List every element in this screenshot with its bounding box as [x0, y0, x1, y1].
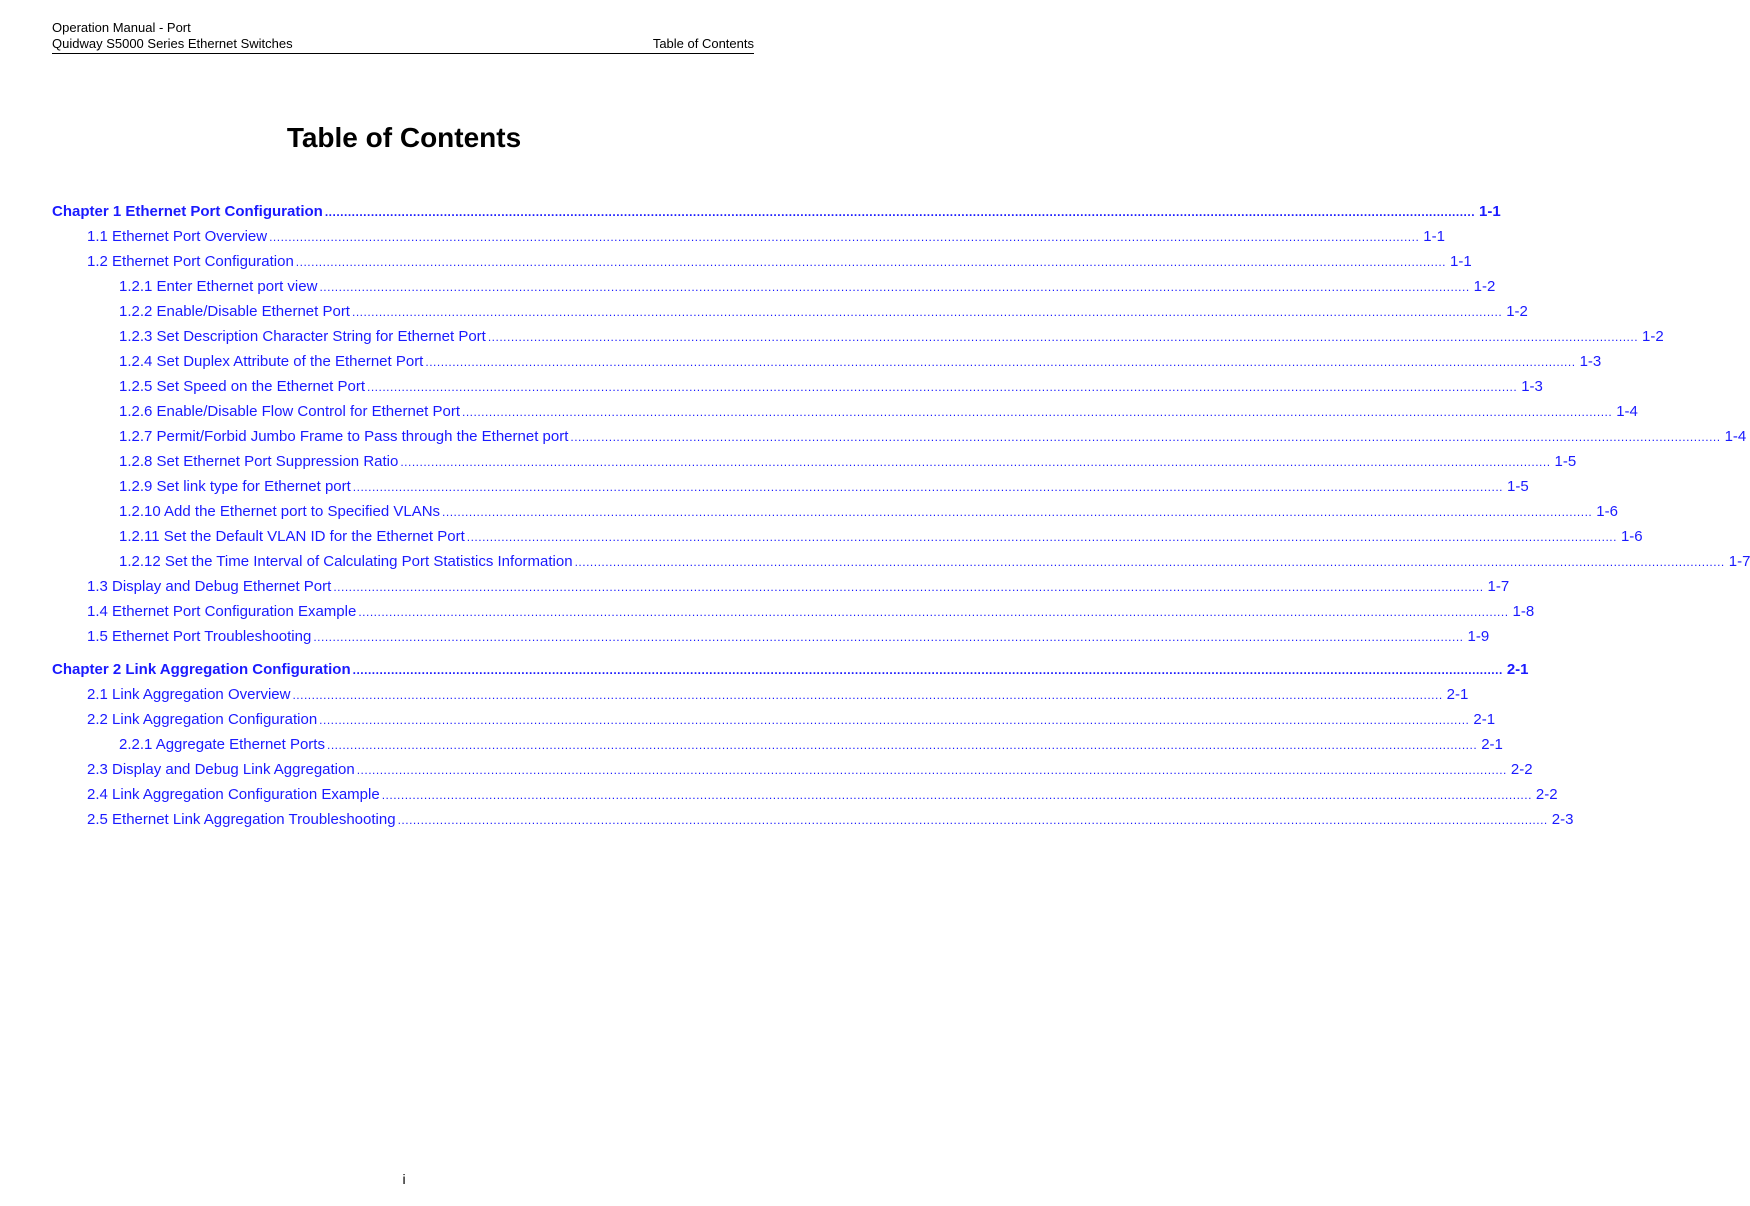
- toc-entry[interactable]: [119, 452, 1577, 472]
- toc-entry-title: 2.5 Ethernet Link Aggregation Troubleshooting: [87, 811, 396, 828]
- toc-chapter-entry[interactable]: [52, 202, 1501, 222]
- toc-entry-page: 2-2: [1510, 761, 1533, 778]
- toc-dot-leader: ............................................................................................................................................................................................................................................................................................................: [397, 813, 1548, 827]
- toc-entry-page: 2-1: [1446, 686, 1469, 703]
- toc-entry-page: 1-6: [1620, 528, 1643, 545]
- toc-entry-title: 1.2.9 Set link type for Ethernet port: [119, 478, 351, 495]
- toc-entry-page: 1-5: [1507, 478, 1529, 495]
- toc-entry-title: 1.2.3 Set Description Character String for Ethernet Port: [119, 328, 486, 345]
- toc-entry[interactable]: [87, 685, 1469, 705]
- toc-dot-leader: ............................................................................................................................................................................................................................................................................................................: [319, 713, 1470, 727]
- toc-entry[interactable]: [119, 427, 1747, 447]
- toc-entry[interactable]: [87, 710, 1496, 730]
- toc-dot-leader: ............................................................................................................................................................................................................................................................................................................: [466, 530, 1617, 544]
- toc-dot-leader: ............................................................................................................................................................................................................................................................................................................: [352, 480, 1503, 494]
- toc-entry-title: 1.2 Ethernet Port Configuration: [87, 253, 294, 270]
- toc-dot-leader: ............................................................................................................................................................................................................................................................................................................: [269, 230, 1420, 244]
- toc-dot-leader: ............................................................................................................................................................................................................................................................................................................: [356, 763, 1507, 777]
- toc-entry[interactable]: [87, 602, 1535, 622]
- page-title: Table of Contents: [286, 122, 522, 153]
- toc-entry[interactable]: [119, 477, 1529, 497]
- toc-entry[interactable]: [87, 760, 1533, 780]
- toc-entry[interactable]: [119, 502, 1618, 522]
- toc-entry-title: 1.2.4 Set Duplex Attribute of the Ethernet Port: [119, 353, 424, 370]
- toc-entry[interactable]: [119, 327, 1664, 347]
- toc-entry-page: 1-9: [1467, 628, 1490, 645]
- toc-entry[interactable]: [119, 377, 1543, 397]
- toc-entry-title: 1.2.12 Set the Time Interval of Calculating Port Statistics Information: [119, 553, 573, 570]
- toc-dot-leader: ............................................................................................................................................................................................................................................................................................................: [570, 430, 1721, 444]
- toc-entry-title: 1.2.1 Enter Ethernet port view: [119, 278, 318, 295]
- toc-dot-leader: ............................................................................................................................................................................................................................................................................................................: [574, 555, 1725, 569]
- toc-entry-title: 2.3 Display and Debug Link Aggregation: [87, 761, 355, 778]
- toc-entry-page: 1-3: [1579, 353, 1602, 370]
- toc-entry-page: 1-7: [1728, 553, 1750, 570]
- toc-entry-page: 1-2: [1473, 278, 1496, 295]
- toc-dot-leader: ............................................................................................................................................................................................................................................................................................................: [333, 580, 1484, 594]
- toc-dot-leader: ............................................................................................................................................................................................................................................................................................................: [358, 605, 1509, 619]
- toc-entry[interactable]: [87, 252, 1472, 272]
- toc-entry-page: 1-2: [1506, 303, 1528, 320]
- toc-entry[interactable]: [119, 352, 1602, 372]
- toc-entry-page: 1-6: [1596, 503, 1618, 520]
- toc-entry[interactable]: [119, 552, 1750, 572]
- toc-entry-title: 2.2.1 Aggregate Ethernet Ports: [119, 736, 325, 753]
- toc-entry[interactable]: [119, 735, 1503, 755]
- toc-entry-title: 1.2.6 Enable/Disable Flow Control for Ethernet Port: [119, 403, 461, 420]
- toc-dot-leader: ............................................................................................................................................................................................................................................................................................................: [313, 630, 1464, 644]
- toc-entry-page: 1-5: [1554, 453, 1577, 470]
- toc-dot-leader: ............................................................................................................................................................................................................................................................................................................: [292, 688, 1443, 702]
- header-manual-title: Operation Manual - Port: [52, 20, 191, 35]
- toc-entry[interactable]: [87, 785, 1558, 805]
- toc-entry-title: 2.2 Link Aggregation Configuration: [87, 711, 318, 728]
- toc-dot-leader: ............................................................................................................................................................................................................................................................................................................: [442, 505, 1593, 519]
- header-rule-line: [52, 36, 754, 54]
- toc-dot-leader: ............................................................................................................................................................................................................................................................................................................: [295, 255, 1446, 269]
- toc-dot-leader: ............................................................................................................................................................................................................................................................................................................: [381, 788, 1532, 802]
- toc-entry-page: 1-8: [1512, 603, 1535, 620]
- toc-entry-page: 2-1: [1481, 736, 1503, 753]
- toc-entry-title: 2.4 Link Aggregation Configuration Example: [87, 786, 380, 803]
- toc-entry[interactable]: [87, 227, 1445, 247]
- toc-entry-title: 1.2.10 Add the Ethernet port to Specified VLANs: [119, 503, 441, 520]
- toc-entry-page: 1-2: [1642, 328, 1664, 345]
- toc-chapter-entry[interactable]: [52, 660, 1529, 680]
- toc-entry-title: Chapter 1 Ethernet Port Configuration: [52, 203, 323, 220]
- toc-entry[interactable]: [119, 402, 1638, 422]
- page-number: i: [402, 1171, 406, 1187]
- toc-dot-leader: ............................................................................................................................................................................................................................................................................................................: [351, 305, 1503, 319]
- toc-entry-page: 2-3: [1551, 811, 1574, 828]
- toc-dot-leader: ............................................................................................................................................................................................................................................................................................................: [400, 455, 1551, 469]
- toc-entry-page: 2-1: [1473, 711, 1496, 728]
- page-header: [52, 20, 754, 54]
- toc-entry-page: 1-4: [1724, 428, 1747, 445]
- toc-entry-title: 1.3 Display and Debug Ethernet Port: [87, 578, 332, 595]
- toc-entry-page: 1-4: [1616, 403, 1638, 420]
- toc-entry-title: 1.2.7 Permit/Forbid Jumbo Frame to Pass through the Ethernet port: [119, 428, 569, 445]
- toc-entry-page: 1-1: [1423, 228, 1445, 245]
- header-product-name: Quidway S5000 Series Ethernet Switches: [52, 36, 293, 51]
- toc-entry-page: 1-1: [1450, 253, 1472, 270]
- toc-entry-page: 2-1: [1506, 661, 1529, 678]
- toc-entry-page: 1-3: [1521, 378, 1543, 395]
- toc-entry[interactable]: [119, 302, 1528, 322]
- toc-dot-leader: ............................................................................................................................................................................................................................................................................................................: [326, 738, 1478, 752]
- toc-dot-leader: ............................................................................................................................................................................................................................................................................................................: [367, 380, 1518, 394]
- toc-entry-title: 1.2.11 Set the Default VLAN ID for the Ethernet Port: [119, 528, 465, 545]
- toc-entry-title: 1.1 Ethernet Port Overview: [87, 228, 268, 245]
- toc-entry-title: 1.2.8 Set Ethernet Port Suppression Ratio: [119, 453, 399, 470]
- toc-dot-leader: ............................................................................................................................................................................................................................................................................................................: [352, 663, 1503, 677]
- toc-entry-title: 1.4 Ethernet Port Configuration Example: [87, 603, 357, 620]
- toc-dot-leader: ............................................................................................................................................................................................................................................................................................................: [487, 330, 1639, 344]
- toc-entry-title: 1.2.2 Enable/Disable Ethernet Port: [119, 303, 350, 320]
- header-section-name: Table of Contents: [652, 36, 754, 51]
- toc-entry-page: 2-2: [1535, 786, 1558, 803]
- toc-dot-leader: ............................................................................................................................................................................................................................................................................................................: [324, 205, 1476, 219]
- toc-dot-leader: ............................................................................................................................................................................................................................................................................................................: [319, 280, 1470, 294]
- toc-entry-title: 2.1 Link Aggregation Overview: [87, 686, 291, 703]
- toc-entry[interactable]: [119, 527, 1643, 547]
- toc-dot-leader: ............................................................................................................................................................................................................................................................................................................: [462, 405, 1613, 419]
- toc-entry-title: 1.2.5 Set Speed on the Ethernet Port: [119, 378, 366, 395]
- toc-entry-title: Chapter 2 Link Aggregation Configuration: [52, 661, 351, 678]
- toc-entry-page: 1-1: [1479, 203, 1501, 220]
- toc-entry-page: 1-7: [1487, 578, 1510, 595]
- toc-dot-leader: ............................................................................................................................................................................................................................................................................................................: [425, 355, 1576, 369]
- toc-entry[interactable]: [119, 277, 1496, 297]
- toc-entry[interactable]: [87, 627, 1490, 647]
- toc-entry[interactable]: [87, 577, 1510, 597]
- toc-entry[interactable]: [87, 810, 1574, 830]
- toc-entry-title: 1.5 Ethernet Port Troubleshooting: [87, 628, 312, 645]
